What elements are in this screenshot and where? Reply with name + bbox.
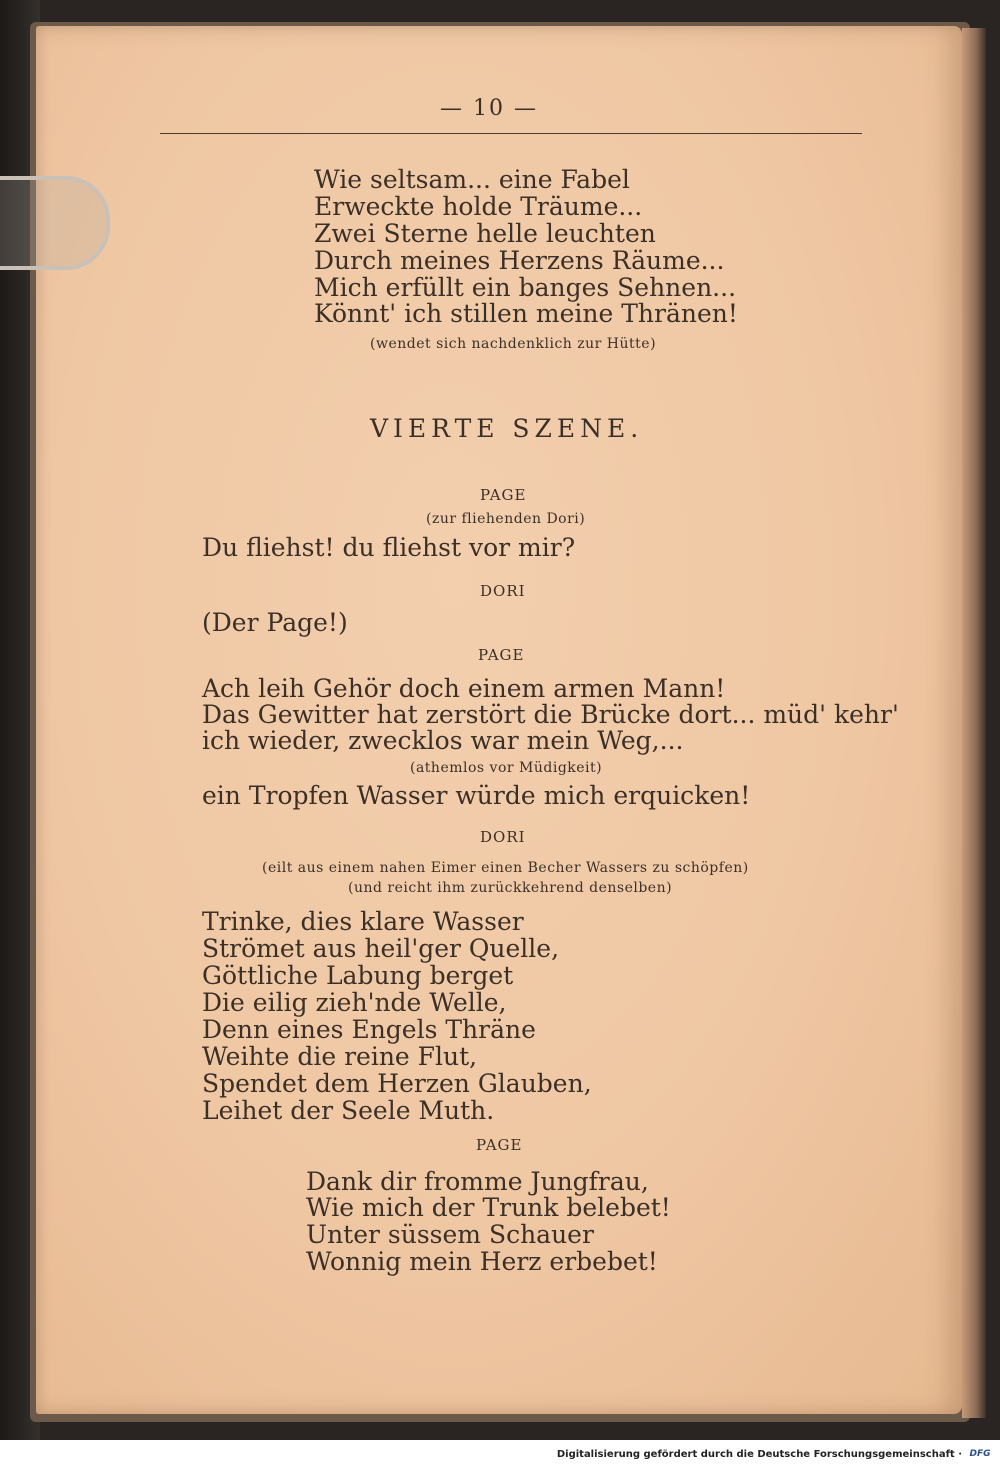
digitization-footer: [0, 1440, 1000, 1470]
scene-title: VIERTE SZENE.: [370, 414, 644, 443]
speaker-name: PAGE: [476, 1136, 523, 1154]
verse-line: Ach leih Gehör doch einem armen Mann!: [202, 674, 726, 703]
page-number: — 10 —: [440, 96, 538, 121]
dialogue-line: (Der Page!): [202, 608, 348, 637]
speaker-name: PAGE: [480, 486, 527, 504]
verse-line: Strömet aus heil'ger Quelle,: [202, 934, 560, 963]
speaker-name: DORI: [480, 582, 526, 600]
verse-line: Das Gewitter hat zerstört die Brücke dort... müd' kehr': [202, 700, 899, 729]
verse-line: Wie mich der Trunk belebet!: [306, 1193, 671, 1222]
verse-line: Denn eines Engels Thräne: [202, 1015, 536, 1044]
verse-line: Wie seltsam... eine Fabel: [314, 165, 630, 194]
dialogue-line: ein Tropfen Wasser würde mich erquicken!: [202, 781, 751, 810]
verse-line: Könnt' ich stillen meine Thränen!: [314, 299, 738, 328]
stage-direction: (zur fliehenden Dori): [426, 511, 586, 527]
verse-line: Trinke, dies klare Wasser: [202, 907, 524, 936]
stage-direction: (athemlos vor Müdigkeit): [410, 760, 603, 776]
speaker-name: DORI: [480, 828, 526, 846]
verse-line: Mich erfüllt ein banges Sehnen...: [314, 273, 737, 302]
page-stack-edge: [962, 28, 986, 1418]
dfg-logo-icon: DFG: [969, 1449, 991, 1459]
stage-direction: (eilt aus einem nahen Eimer einen Becher Wassers zu schöpfen): [262, 860, 749, 876]
paper-clip-icon: [0, 176, 110, 270]
verse-line: Unter süssem Schauer: [306, 1220, 594, 1249]
verse-line: Weihte die reine Flut,: [202, 1042, 478, 1071]
verse-line: Göttliche Labung berget: [202, 961, 514, 990]
verse-line: Leihet der Seele Muth.: [202, 1096, 495, 1125]
footer-credit: Digitalisierung gefördert durch die Deutsche Forschungsgemeinschaft ·: [556, 1449, 962, 1460]
verse-line: Die eilig zieh'nde Welle,: [202, 988, 507, 1017]
stage-direction: (und reicht ihm zurückkehrend denselben): [348, 880, 673, 896]
verse-line: Zwei Sterne helle leuchten: [314, 219, 656, 248]
verse-line: Wonnig mein Herz erbebet!: [306, 1247, 658, 1276]
verse-line: ich wieder, zwecklos war mein Weg,...: [202, 726, 684, 755]
speaker-name: PAGE: [478, 646, 525, 664]
stage-direction: (wendet sich nachdenklich zur Hütte): [370, 336, 657, 352]
verse-line: Spendet dem Herzen Glauben,: [202, 1069, 592, 1098]
verse-line: Dank dir fromme Jungfrau,: [306, 1167, 649, 1196]
header-rule: [160, 133, 862, 134]
verse-line: Durch meines Herzens Räume...: [314, 246, 725, 275]
verse-line: Erweckte holde Träume...: [314, 192, 643, 221]
dialogue-line: Du fliehst! du fliehst vor mir?: [202, 533, 576, 562]
